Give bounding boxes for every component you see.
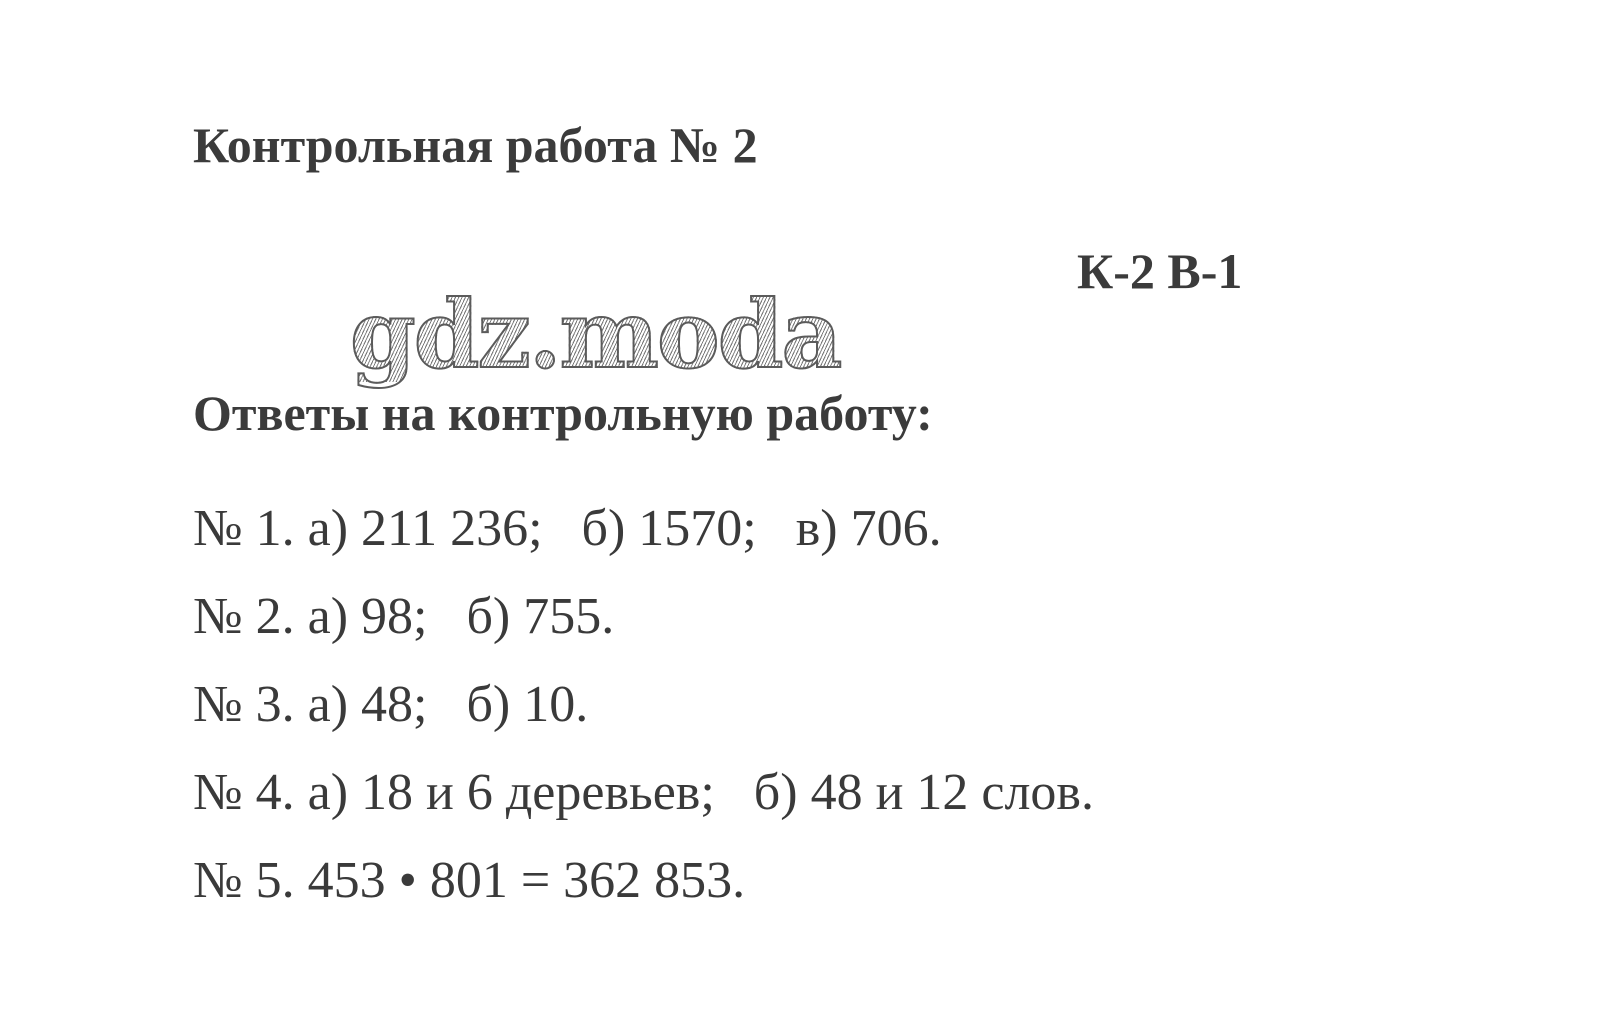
answers-heading: Ответы на контрольную работу:	[193, 385, 933, 441]
answer-item-4: № 4. а) 18 и 6 деревьев; б) 48 и 12 слов.	[193, 764, 1094, 821]
answer-item-1: № 1. а) 211 236; б) 1570; в) 706.	[193, 500, 942, 557]
variant-label: К-2 В-1	[1077, 243, 1243, 299]
watermark-logo: gdz.moda	[350, 280, 841, 390]
page-title: Контрольная работа № 2	[193, 117, 758, 173]
answer-item-5: № 5. 453 • 801 = 362 853.	[193, 852, 746, 909]
answer-item-3: № 3. а) 48; б) 10.	[193, 676, 589, 733]
answers-list	[193, 485, 1094, 925]
answer-item-2: № 2. а) 98; б) 755.	[193, 588, 615, 645]
